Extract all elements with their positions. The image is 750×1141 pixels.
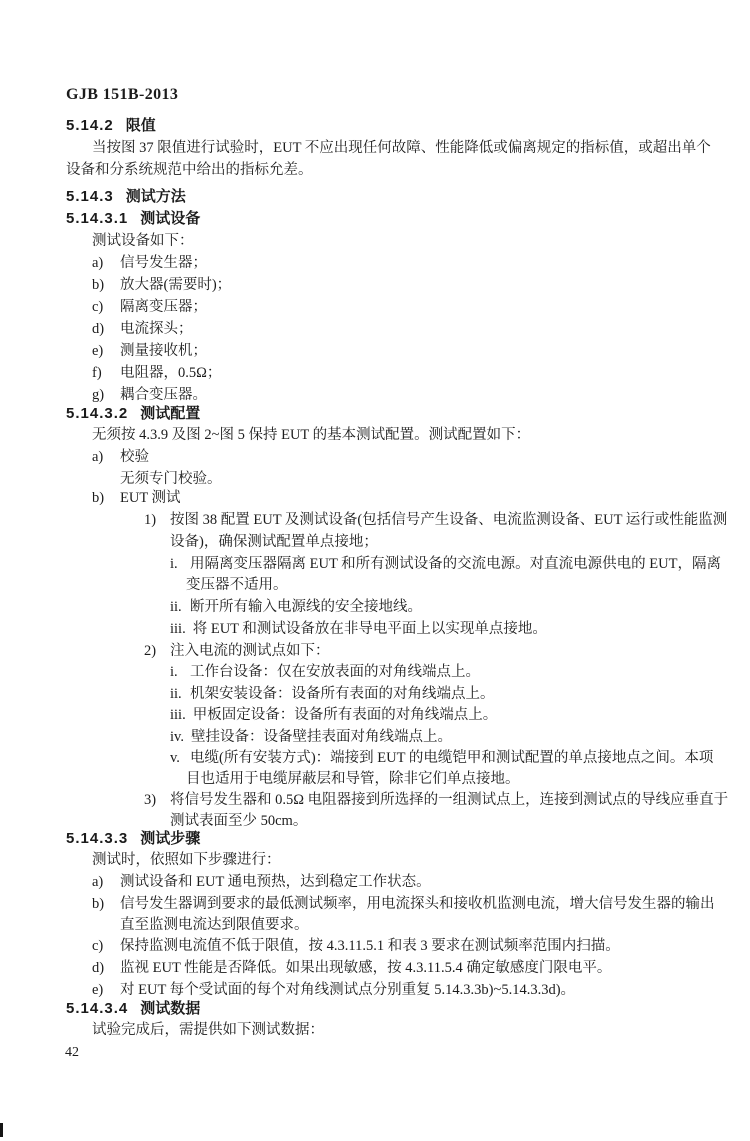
list-item-letter [92, 320, 193, 339]
list-item-letter [92, 873, 431, 892]
paragraph-line [92, 1021, 324, 1040]
section-heading-5.14.3.1 [66, 209, 200, 228]
line-text: 测试设备 [140, 210, 201, 227]
line-text: 壁挂设备：设备壁挂表面对角线端点上。 [190, 729, 452, 745]
item-label: ii. [170, 686, 182, 702]
section-number: 5.14.3.4 [66, 1000, 129, 1017]
line-text: 当按图 37 限值进行试验时，EUT 不应出现任何故障、性能降低或偏离规定的指标值，或超出单个 [92, 140, 711, 156]
list-item-number [144, 791, 728, 810]
list-item-letter [92, 895, 715, 914]
item-label: g) [92, 387, 105, 403]
list-item-roman [170, 685, 495, 704]
list-item-roman [170, 598, 422, 617]
item-label: 2) [144, 643, 157, 659]
list-item-roman [170, 620, 547, 639]
line-text: 试验完成后，需提供如下测试数据： [92, 1022, 324, 1038]
paragraph-line [66, 161, 313, 180]
item-label: b) [92, 277, 105, 293]
list-item-letter [92, 276, 231, 295]
list-item-letter [92, 254, 207, 273]
line-text: 将 EUT 和测试设备放在非导电平面上以实现单点接地。 [192, 621, 547, 637]
section-heading-5.14.3 [66, 187, 186, 206]
line-text: 测试表面至少 50cm。 [170, 813, 308, 829]
list-item-letter [92, 489, 181, 508]
line-text: 测试方法 [125, 188, 186, 205]
line-text: 机架安装设备：设备所有表面的对角线端点上。 [190, 686, 495, 702]
section-heading-5.14.2 [66, 116, 156, 135]
line-text: 监视 EUT 性能是否降低。如果出现敏感，按 4.3.11.5.4 确定敏感度门限电平。 [120, 960, 612, 976]
item-label: 3) [144, 792, 157, 808]
line-text: 无须按 4.3.9 及图 2~图 5 保持 EUT 的基本测试配置。测试配置如下： [92, 427, 531, 443]
item-label: e) [92, 343, 104, 359]
line-text: 按图 38 配置 EUT 及测试设备(包括信号产生设备、电流监测设备、EUT 运行或性能监测 [170, 512, 728, 528]
item-label: iv. [170, 729, 184, 745]
line-text: 校验 [120, 449, 149, 465]
section-heading-5.14.3.3 [66, 829, 200, 848]
continuation-line [186, 770, 520, 789]
line-text: 耦合变压器。 [120, 387, 207, 403]
line-text: 注入电流的测试点如下： [170, 643, 330, 659]
item-label: a) [92, 874, 104, 890]
scan-artifact [0, 1123, 3, 1137]
list-item-roman [170, 706, 497, 725]
list-item-roman [170, 663, 480, 682]
list-item-letter [92, 959, 611, 978]
list-item-number [144, 511, 727, 530]
line-text: 信号发生器调到要求的最低测试频率，用电流探头和接收机监测电流，增大信号发生器的输出 [120, 896, 715, 912]
list-item-letter [92, 298, 207, 317]
item-label: iii. [170, 621, 186, 637]
item-label: i. [170, 556, 178, 572]
item-label: d) [92, 321, 105, 337]
section-heading-5.14.3.2 [66, 404, 200, 423]
section-heading-5.14.3.4 [66, 999, 200, 1018]
line-text: 放大器(需要时)； [120, 277, 232, 293]
item-label: e) [92, 982, 104, 998]
line-text: 电流探头； [120, 321, 193, 337]
line-text: 无须专门校验。 [120, 471, 222, 487]
paragraph-line [92, 139, 711, 158]
line-text: 测试设备如下： [92, 233, 194, 249]
item-label: v. [170, 750, 180, 766]
item-label: a) [92, 255, 104, 271]
item-label: iii. [170, 707, 186, 723]
paragraph-line [92, 851, 281, 870]
line-text: 隔离变压器； [120, 299, 207, 315]
line-text: 工作台设备：仅在安放表面的对角线端点上。 [190, 664, 480, 680]
item-label: d) [92, 960, 105, 976]
section-number: 5.14.3.3 [66, 830, 129, 847]
line-text: 电缆(所有安装方式)：端接到 EUT 的电缆铠甲和测试配置的单点接地点之间。本项 [190, 750, 714, 766]
line-text: 甲板固定设备：设备所有表面的对角线端点上。 [192, 707, 498, 723]
section-number: 5.14.3.2 [66, 405, 129, 422]
continuation-line [120, 916, 309, 935]
line-text: 直至监测电流达到限值要求。 [120, 917, 309, 933]
line-text: 设备和分系统规范中给出的指标允差。 [66, 162, 313, 178]
paragraph-line [92, 426, 530, 445]
section-number: 5.14.3.1 [66, 210, 129, 227]
line-text: 测试时，依照如下步骤进行： [92, 852, 281, 868]
continuation-line [120, 470, 222, 489]
page-number: 42 [65, 1045, 79, 1060]
continuation-line [186, 576, 288, 595]
line-text: 测试数据 [140, 1000, 201, 1017]
list-item-roman [170, 555, 721, 574]
standard-number-header: GJB 151B-2013 [66, 86, 179, 103]
item-label: ii. [170, 599, 182, 615]
line-text: 测量接收机； [120, 343, 207, 359]
list-item-roman [170, 728, 452, 747]
line-text: 用隔离变压器隔离 EUT 和所有测试设备的交流电源。对直流电源供电的 EUT，隔离 [190, 556, 721, 572]
line-text: 设备)，确保测试配置单点接地； [170, 534, 378, 550]
section-number: 5.14.2 [66, 117, 114, 134]
item-label: c) [92, 299, 104, 315]
item-label: 1) [144, 512, 157, 528]
line-text: 将信号发生器和 0.5Ω 电阻器接到所选择的一组测试点上，连接到测试点的导线应垂直于 [170, 792, 729, 808]
item-label: f) [92, 365, 102, 381]
item-label: i. [170, 664, 178, 680]
list-item-letter [92, 386, 207, 405]
list-item-letter [92, 937, 620, 956]
continuation-line [170, 533, 378, 552]
line-text: 保持监测电流值不低于限值，按 4.3.11.5.1 和表 3 要求在测试频率范围内扫描。 [120, 938, 620, 954]
item-label: c) [92, 938, 104, 954]
paragraph-line [92, 232, 194, 251]
line-text: 目也适用于电缆屏蔽层和导管，除非它们单点接地。 [186, 771, 520, 787]
line-text: EUT 测试 [120, 490, 181, 506]
line-text: 断开所有输入电源线的安全接地线。 [190, 599, 422, 615]
line-text: 信号发生器； [120, 255, 207, 271]
line-text: 测试配置 [140, 405, 201, 422]
line-text: 测试步骤 [140, 830, 201, 847]
item-label: a) [92, 449, 104, 465]
item-label: b) [92, 490, 105, 506]
item-label: b) [92, 896, 105, 912]
line-text: 限值 [125, 117, 156, 134]
line-text: 变压器不适用。 [186, 577, 288, 593]
list-item-letter [92, 448, 149, 467]
list-item-roman [170, 749, 713, 768]
line-text: 对 EUT 每个受试面的每个对角线测试点分别重复 5.14.3.3b)~5.14.3.3d)。 [120, 982, 576, 998]
line-text: 测试设备和 EUT 通电预热，达到稳定工作状态。 [120, 874, 431, 890]
line-text: 电阻器，0.5Ω； [120, 365, 222, 381]
list-item-letter [92, 364, 221, 383]
list-item-letter [92, 981, 575, 1000]
list-item-number [144, 642, 330, 661]
section-number: 5.14.3 [66, 188, 114, 205]
list-item-letter [92, 342, 207, 361]
